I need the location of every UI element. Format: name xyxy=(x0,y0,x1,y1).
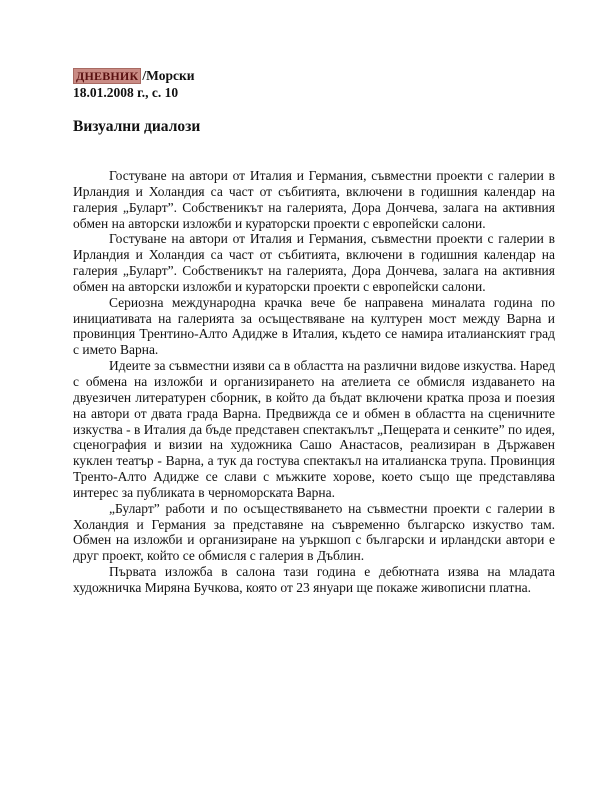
source-line xyxy=(73,68,555,84)
article-body xyxy=(73,168,555,596)
paragraph: Гостуване на автори от Италия и Германия, съвместни проекти с галерии в Ирландия и Холандия са част от събитията, включени в годишния календар на галерия „Буларт”. Собственикът на галерията, Дора Дончева, залага на активния обмен на авторски изложби и кураторски проекти с европейски салони. xyxy=(73,231,555,294)
paragraph: Първата изложба в салона тази година е дебютната изява на младата художничка Миряна Бучкова, която от 23 януари ще покаже живописни платна. xyxy=(73,564,555,595)
paragraph: Сериозна международна крачка вече бе направена миналата година по инициативата на галерията за осъществяване на културен мост между Варна и провинция Трентино-Алто Адидже в Италия, където се намира италианският град с името Варна. xyxy=(73,294,555,358)
paragraph: Идеите за съвместни изяви са в областта на различни видове изкуства. Наред с обмена на изложби и организирането на ателиета се обмисля издаването на двуезичен литературен сборник, в който да бъдат включени кратка проза и поезия на автори от двата града Варна. Предвижда се и обмен в областта на сценичните изкуства - в Италия да бъде представен спектакълът „Пещерата и сенките” по идея, сценография и визии на художника Сашо Анастасов, реализиран в Държавен куклен театър - Варна, а тук да гостува спектакъл на италианска трупа. Провинция Тренто-Алто Адидже се слави с мъжките хорове, което също ще представлява интерес за публиката в черноморската Варна. xyxy=(73,358,555,500)
article-title: Визуални диалози xyxy=(73,118,201,135)
section-name: /Морски xyxy=(142,68,195,83)
paragraph: Гостуване на автори от Италия и Германия, съвместни проекти с галерии в Ирландия и Холандия са част от събитията, включени в годишния календар на галерия „Буларт”. Собственикът на галерията, Дора Дончева, залага на активния обмен на авторски изложби и кураторски проекти с европейски салони. xyxy=(73,168,555,231)
document-page xyxy=(73,68,555,596)
newspaper-logo: ДНЕВНИК xyxy=(73,68,141,84)
paragraph: „Буларт” работи и по осъществяването на съвместни проекти с галерии в Холандия и Германия за представяне на съвременно българско изкуство там. Обмен на изложби и организиране на уъркшоп с български и ирландски автори е друг проект, който се обмисля с галерия в Дъблин. xyxy=(73,500,555,564)
date-page-line: 18.01.2008 г., с. 10 xyxy=(73,85,179,100)
